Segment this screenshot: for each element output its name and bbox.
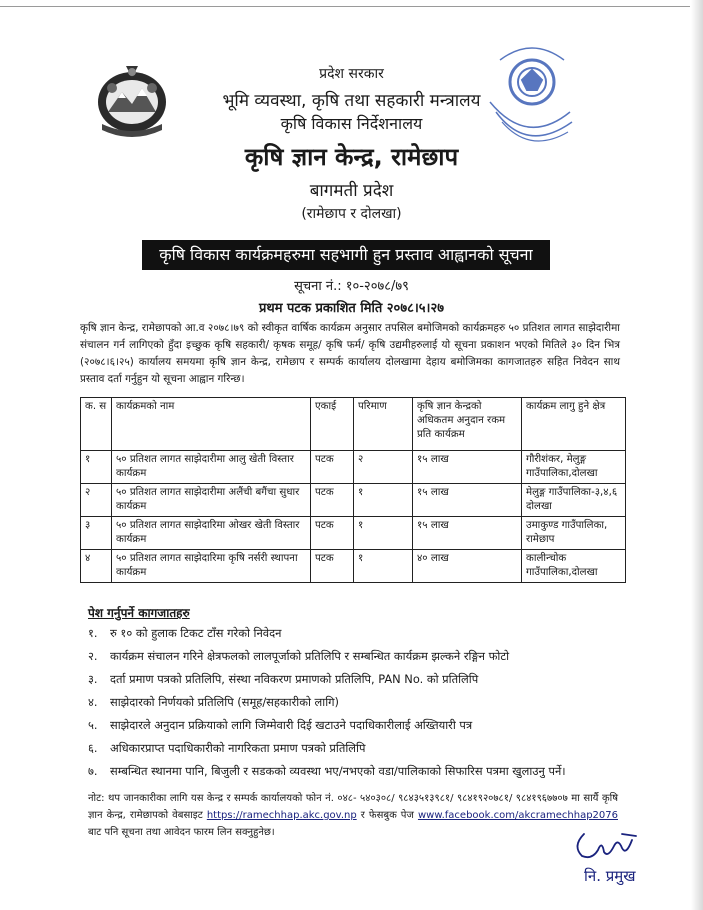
list-item	[88, 760, 628, 783]
list-item-text: अधिकारप्राप्त पदाधिकारीको नागरिकता प्रमाण पत्रको प्रतिलिपि	[110, 741, 366, 755]
program-table	[80, 397, 626, 583]
list-item-number: ५.	[88, 718, 98, 732]
col-program-name: कार्यक्रमको नाम	[112, 398, 311, 451]
cell-area: उमाकुण्ड गाउँपालिका, रामेछाप	[522, 517, 626, 550]
header-province: बागमती प्रदेश	[309, 181, 394, 201]
cell-unit: पटक	[311, 517, 354, 550]
cell-quantity: २	[354, 451, 413, 484]
note-text-closing: बाट पनि सूचना तथा आवेदन फारम लिन सक्नुहुनेछ।	[88, 827, 275, 838]
list-item-number: २.	[88, 649, 98, 663]
signatory-title: नि. प्रमुख	[584, 867, 636, 885]
col-serial: क. स	[81, 398, 112, 451]
cell-quantity: १	[354, 517, 413, 550]
list-item-text: साझेदारले अनुदान प्रक्रियाको लागि जिम्मेवारी दिई खटाउने पदाधिकारीलाई अख्तियारी पत्र	[110, 718, 473, 732]
list-item	[88, 622, 628, 645]
table-header-row	[81, 398, 626, 451]
cell-program-name: ५० प्रतिशत लागत साझेदारीमा आलु खेती विस्तार कार्यक्रम	[112, 451, 311, 484]
list-item-text: साझेदारको निर्णयको प्रतिलिपि (समूह/सहकारीको लागि)	[110, 695, 340, 709]
col-max-grant: कृषि ज्ञान केन्द्रको अधिकतम अनुदान रकम प्रति कार्यक्रम	[413, 398, 522, 451]
header-districts: (रामेछाप र दोलखा)	[301, 206, 402, 222]
list-item-number: ७.	[88, 764, 98, 778]
header-province-government: प्रदेश सरकार	[319, 66, 384, 82]
notice-banner-title: कृषि विकास कार्यक्रमहरुमा सहभागी हुन प्रस्ताव आह्वानको सूचना	[142, 240, 550, 270]
required-documents-list	[88, 622, 628, 783]
notice-number: सूचना नं.: १०-२०७८/७९	[294, 279, 409, 294]
cell-program-name: ५० प्रतिशत लागत साझेदारिमा कृषि नर्सरी स्थापना कार्यक्रम	[112, 550, 311, 583]
cell-program-name: ५० प्रतिशत लागत साझेदारिमा ओखर खेती विस्तार कार्यक्रम	[112, 517, 311, 550]
cell-max-grant: १५ लाख	[413, 451, 522, 484]
list-item-text: सम्बन्धित स्थानमा पानि, बिजुली र सडकको व्यवस्था भए/नभएको वडा/पालिकाको सिफारिस पत्रमा खुलाउनु पर्ने।	[110, 764, 566, 778]
table-row	[81, 517, 626, 550]
list-item	[88, 714, 628, 737]
cell-quantity: १	[354, 550, 413, 583]
cell-serial: ३	[81, 517, 112, 550]
intro-paragraph: कृषि ज्ञान केन्द्र, रामेछापको आ.व २०७८।७९ को स्वीकृत वार्षिक कार्यक्रम अनुसार तपसिल बमोजिमको कार्यक्रमहरु ५० प्रतिशत लागत साझेदारीमा संचालन गर्न लागिएको हुँदा इच्छुक कृषि सहकारी/ कृषक समूह/ कृषि फर्म/ कृषि उद्यमीहरुलाई यो सूचना प्रकाशन भएको मितिले ३० दिन भित्र (२०७८।६।२५) कार्यालय समयमा कृषि ज्ञान केन्द्र, रामेछाप र सम्पर्क कार्यालय दोलखामा देहाय बमोजिमका कागजातहरु सहित निवेदन साथ प्रस्ताव दर्ता गर्नुहुन यो सूचना आह्वान गरिन्छ।	[80, 322, 620, 385]
header-ministry: भूमि व्यवस्था, कृषि तथा सहकारी मन्त्रालय	[222, 91, 481, 111]
header-directorate: कृषि विकास निर्देशनालय	[280, 114, 423, 133]
list-item	[88, 737, 628, 760]
scan-right-shadow	[691, 0, 703, 910]
publication-date: प्रथम पटक प्रकाशित मिति २०७८।५।२७	[259, 301, 444, 316]
list-item-text: दर्ता प्रमाण पत्रको प्रतिलिपि, संस्था नविकरण प्रमाणको प्रतिलिपि, PAN No. को प्रतिलिपि	[110, 672, 479, 686]
note-text: नोट: थप जानकारीका लागि यस केन्द्र र सम्पर्क कार्यालयको फोन नं. ०४८- ५४०३०८/ ९८४३५१३९८१/ ९८४१९२०७८१/ ९८४१९६७७०७ मा सार्यै कृषि ज्ञान केन्द्र, रामेछापको वेबसाइट	[88, 793, 618, 821]
list-item-number: ६.	[88, 741, 98, 755]
list-item-number: ३.	[88, 672, 98, 686]
cell-program-name: ५० प्रतिशत लागत साझेदारीमा अलैंची बगैंचा सुधार कार्यक्रम	[112, 484, 311, 517]
cell-unit: पटक	[311, 451, 354, 484]
cell-serial: २	[81, 484, 112, 517]
cell-area: गौरीशंकर, मेलुङ्ग गाउँपालिका,दोलखा	[522, 451, 626, 484]
cell-unit: पटक	[311, 550, 354, 583]
list-item-number: ४.	[88, 695, 98, 709]
col-area: कार्यक्रम लागु हुने क्षेत्र	[522, 398, 626, 451]
col-unit: एकाई	[311, 398, 354, 451]
facebook-link[interactable]: www.facebook.com/akcramechhap2076	[417, 810, 618, 821]
list-item-text: रु १० को हुलाक टिकट टाँस गरेको निवेदन	[110, 626, 282, 640]
note-text-facebook: र फेसबुक पेज	[360, 810, 414, 821]
scan-top-edge	[0, 6, 690, 7]
cell-quantity: १	[354, 484, 413, 517]
table-row	[81, 550, 626, 583]
col-quantity: परिमाण	[354, 398, 413, 451]
cell-max-grant: १५ लाख	[413, 484, 522, 517]
required-documents-heading: पेश गर्नुपर्ने कागजातहरु	[88, 606, 190, 620]
cell-serial: १	[81, 451, 112, 484]
header-office-name: कृषि ज्ञान केन्द्र, रामेछाप	[244, 143, 459, 171]
website-link[interactable]: https://ramechhap.akc.gov.np	[206, 810, 357, 821]
cell-serial: ४	[81, 550, 112, 583]
cell-area: मेलुङ्ग गाउँपालिका-३,४,६ दोलखा	[522, 484, 626, 517]
table-row	[81, 484, 626, 517]
handwritten-signature	[570, 826, 640, 866]
list-item	[88, 668, 628, 691]
list-item-number: १.	[88, 626, 98, 640]
table-row	[81, 451, 626, 484]
list-item	[88, 691, 628, 714]
cell-max-grant: ४० लाख	[413, 550, 522, 583]
list-item-text: कार्यक्रम संचालन गरिने क्षेत्रफलको लालपूर्जाको प्रतिलिपि र सम्बन्धित कार्यक्रम झल्कने रङ्गिन फोटो	[110, 649, 510, 663]
list-item	[88, 645, 628, 668]
contact-note	[88, 790, 618, 841]
cell-max-grant: १५ लाख	[413, 517, 522, 550]
cell-area: कालीन्चोक गाउँपालिका,दोलखा	[522, 550, 626, 583]
cell-unit: पटक	[311, 484, 354, 517]
